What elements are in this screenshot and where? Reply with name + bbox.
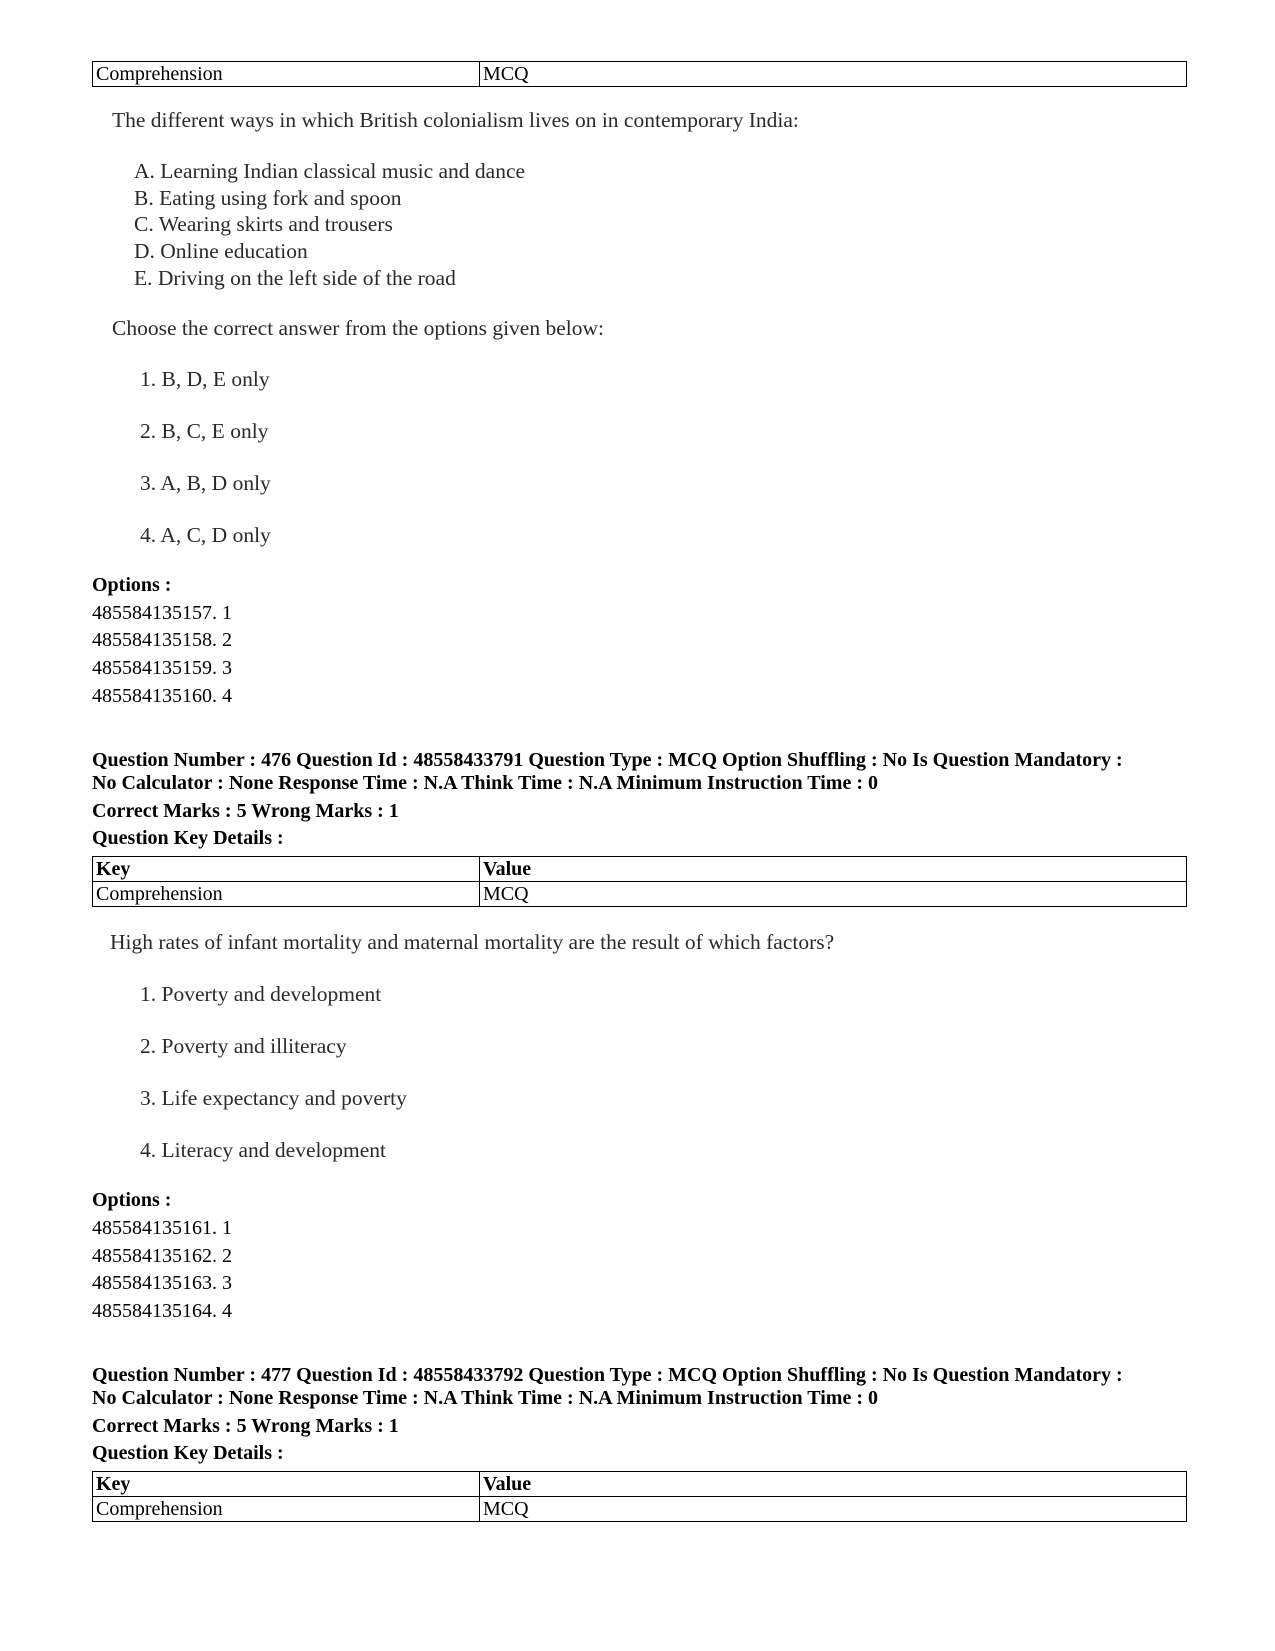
- marks-477: Correct Marks : 5 Wrong Marks : 1: [92, 1415, 399, 1437]
- option-id: 485584135160. 4: [92, 685, 232, 707]
- choice-4: 4. Literacy and development: [140, 1138, 386, 1162]
- key-details-table-477: [92, 1471, 1187, 1522]
- options-label: Options :: [92, 574, 172, 596]
- meta-line: Question Number : 476 Question Id : 48558433791 Question Type : MCQ Option Shuffling : No Is Question Mandatory :: [92, 749, 1123, 771]
- option-id: 485584135159. 3: [92, 657, 232, 679]
- question-meta-476: [92, 749, 1123, 795]
- value-cell: MCQ: [480, 1497, 1187, 1522]
- statement-a: A. Learning Indian classical music and dance: [134, 159, 526, 183]
- key-cell: Comprehension: [93, 62, 480, 87]
- header-key: Key: [93, 1472, 480, 1497]
- marks-476: Correct Marks : 5 Wrong Marks : 1: [92, 800, 399, 822]
- key-cell: Comprehension: [93, 1497, 480, 1522]
- header-value: Value: [480, 1472, 1187, 1497]
- value-cell: MCQ: [480, 62, 1187, 87]
- statement-e: E. Driving on the left side of the road: [134, 266, 456, 290]
- option-id: 485584135161. 1: [92, 1217, 232, 1239]
- value-cell: MCQ: [480, 882, 1187, 907]
- choice-4: 4. A, C, D only: [140, 523, 271, 547]
- table-row: [93, 882, 1187, 907]
- table-header-row: [93, 857, 1187, 882]
- choice-2: 2. Poverty and illiteracy: [140, 1034, 347, 1058]
- statement-d: D. Online education: [134, 239, 308, 263]
- option-id: 485584135158. 2: [92, 629, 232, 651]
- meta-line: Question Number : 477 Question Id : 48558433792 Question Type : MCQ Option Shuffling : No Is Question Mandatory :: [92, 1364, 1123, 1386]
- table-row: [93, 1497, 1187, 1522]
- option-id: 485584135162. 2: [92, 1245, 232, 1267]
- option-id: 485584135163. 3: [92, 1272, 232, 1294]
- choice-1: 1. Poverty and development: [140, 982, 382, 1006]
- question-stem-476: High rates of infant mortality and maternal mortality are the result of which factors?: [110, 930, 835, 954]
- statement-b: B. Eating using fork and spoon: [134, 186, 402, 210]
- key-details-label-476: Question Key Details :: [92, 827, 284, 849]
- key-details-label-477: Question Key Details :: [92, 1442, 284, 1464]
- table-row: [93, 62, 1187, 87]
- option-id: 485584135164. 4: [92, 1300, 232, 1322]
- choice-1: 1. B, D, E only: [140, 367, 270, 391]
- header-value: Value: [480, 857, 1187, 882]
- question-stem-475: The different ways in which British colonialism lives on in contemporary India:: [112, 108, 799, 132]
- meta-line: No Calculator : None Response Time : N.A Think Time : N.A Minimum Instruction Time : 0: [92, 772, 878, 794]
- statement-c: C. Wearing skirts and trousers: [134, 212, 393, 236]
- table-header-row: [93, 1472, 1187, 1497]
- header-key: Key: [93, 857, 480, 882]
- choice-3: 3. Life expectancy and poverty: [140, 1086, 407, 1110]
- options-label: Options :: [92, 1189, 172, 1211]
- key-details-table-476: [92, 856, 1187, 907]
- choice-3: 3. A, B, D only: [140, 471, 271, 495]
- key-cell: Comprehension: [93, 882, 480, 907]
- meta-line: No Calculator : None Response Time : N.A Think Time : N.A Minimum Instruction Time : 0: [92, 1387, 878, 1409]
- key-details-table-475: [92, 61, 1187, 87]
- question-instruction-475: Choose the correct answer from the options given below:: [112, 316, 604, 340]
- option-id: 485584135157. 1: [92, 602, 232, 624]
- question-meta-477: [92, 1364, 1123, 1410]
- choice-2: 2. B, C, E only: [140, 419, 269, 443]
